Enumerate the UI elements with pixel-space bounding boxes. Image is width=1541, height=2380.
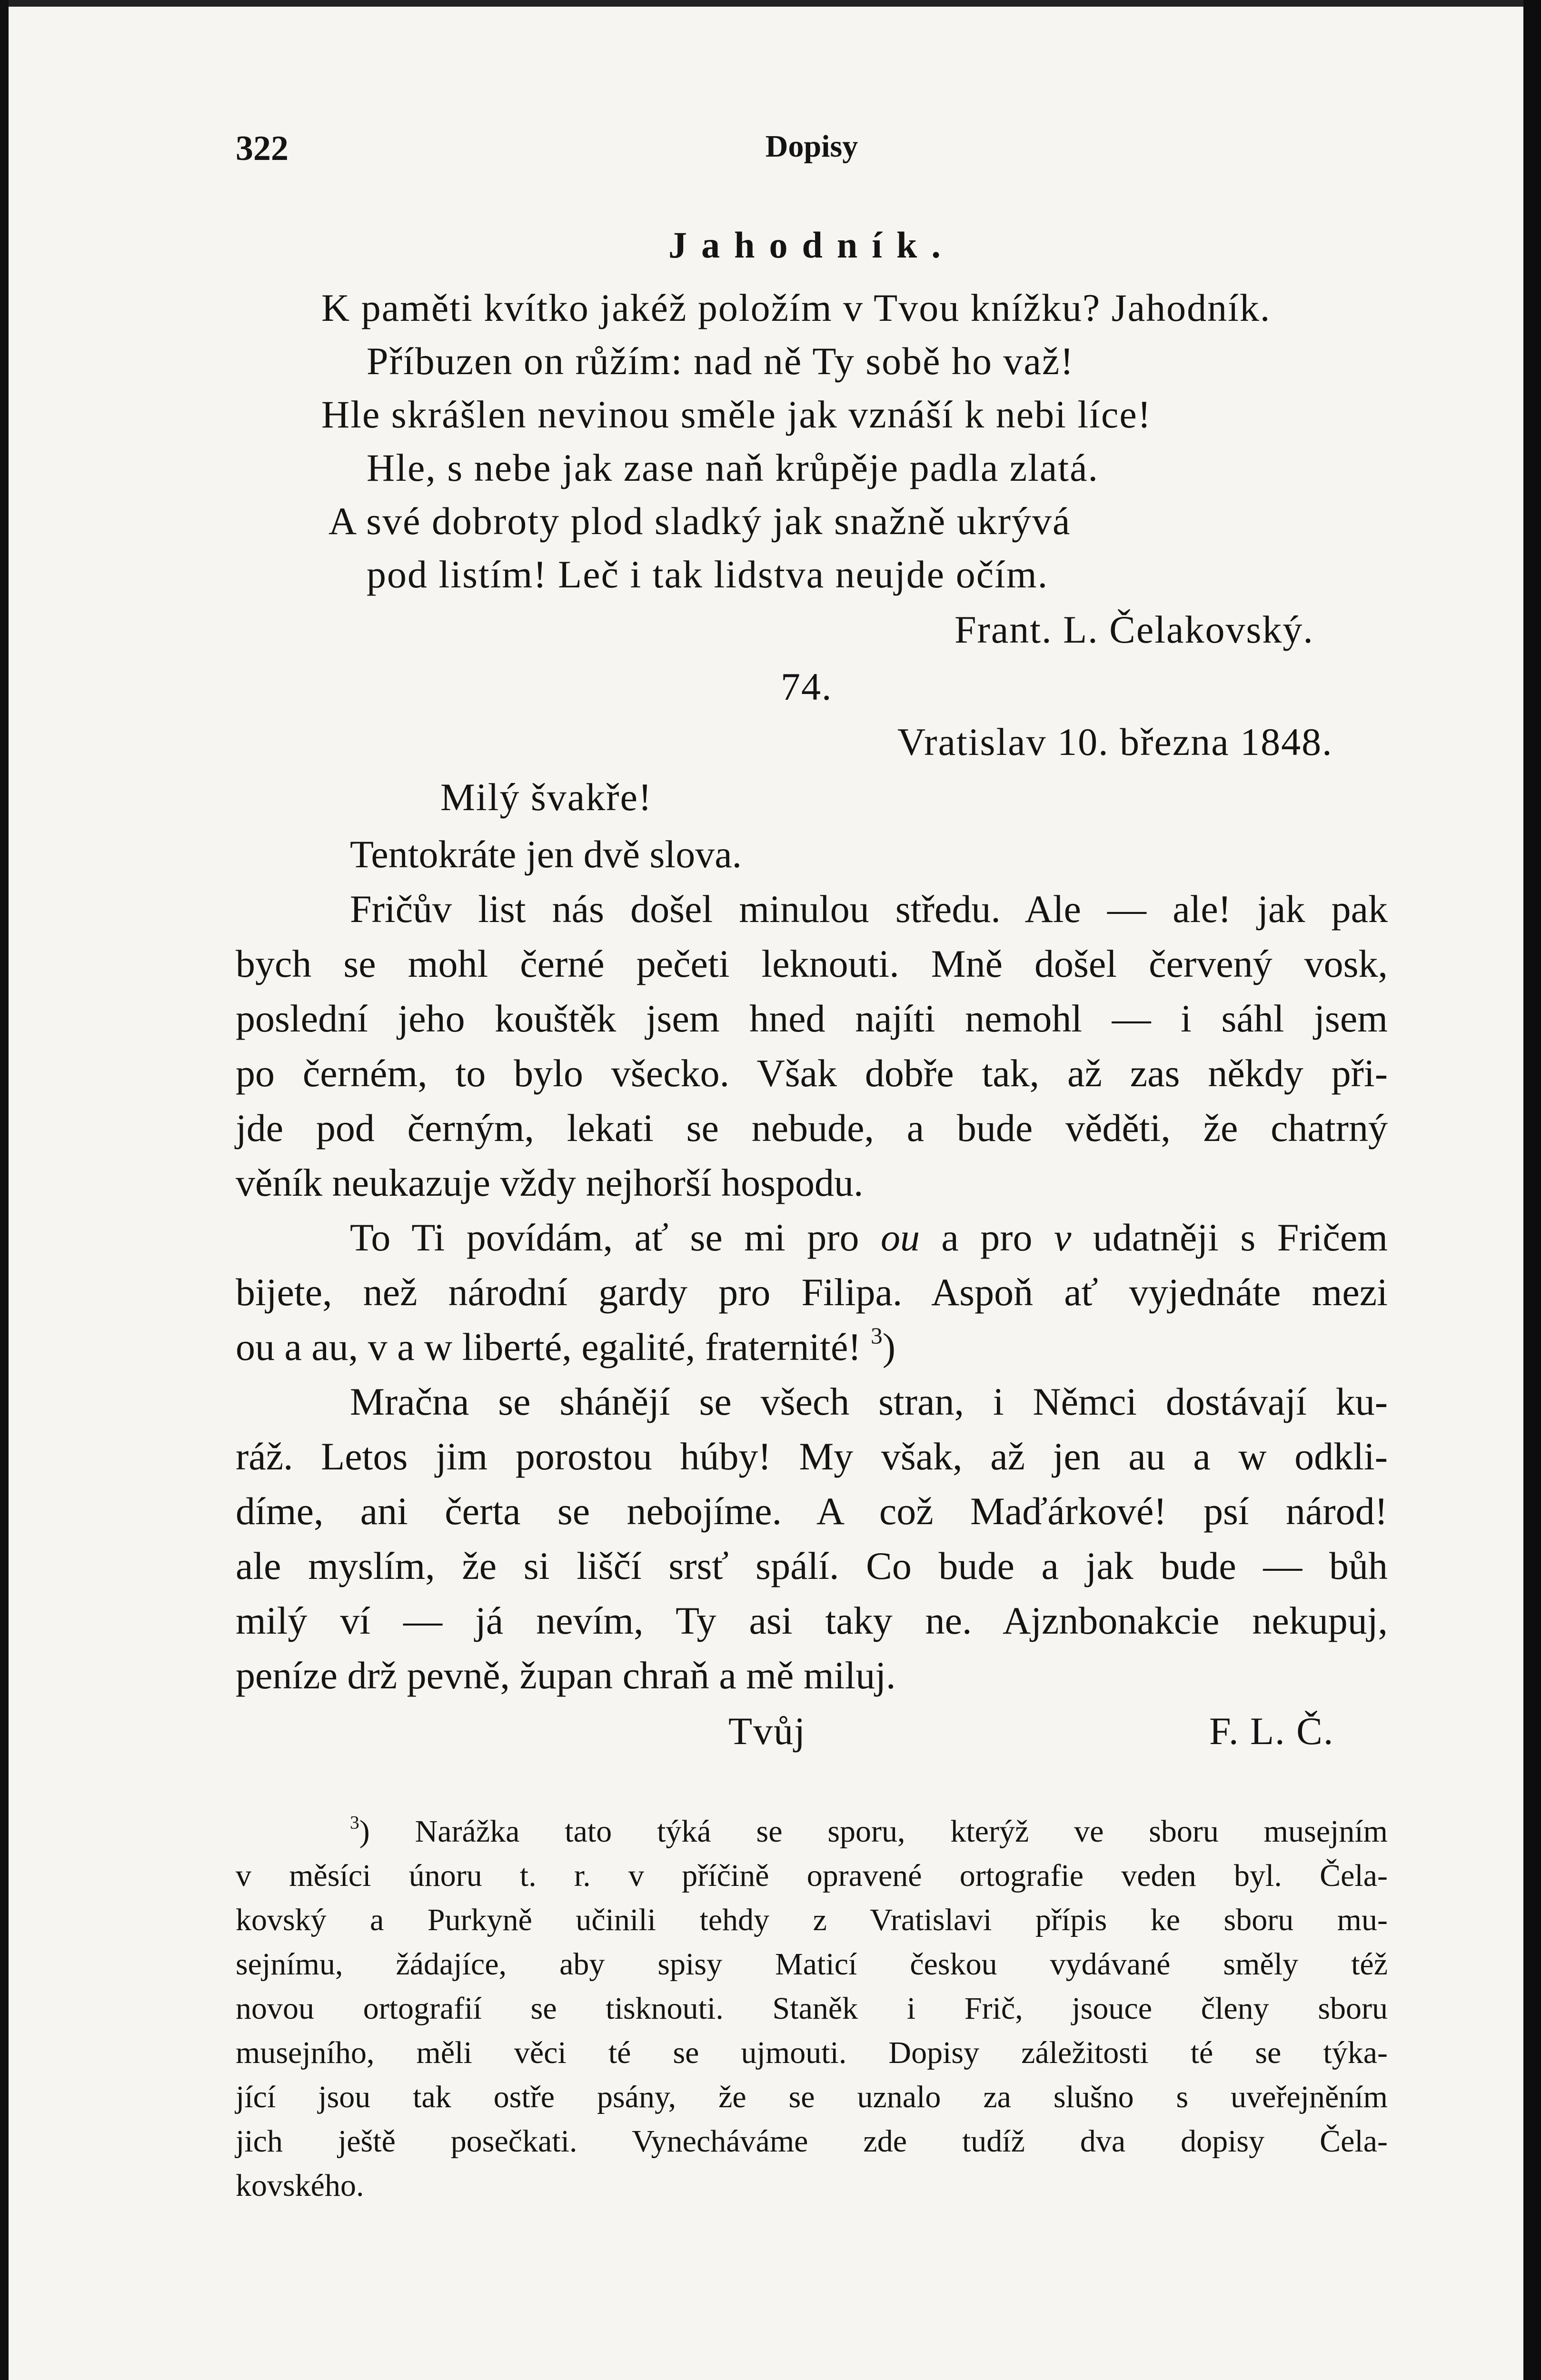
footnote-marker-paren: ) bbox=[359, 1814, 370, 1849]
letter-line: Fričův list nás došel minulou středu. Ale — ale! jak pak bbox=[350, 887, 1388, 931]
footnote-line: jící jsou tak ostře psány, že se uznalo za slušno s uveřejněním bbox=[236, 2080, 1388, 2114]
letter-line: věník neukazuje vždy nejhorší hospodu. bbox=[236, 1161, 864, 1204]
letter-line: milý ví — já nevím, Ty asi taky ne. Ajznbonakcie nekupuj, bbox=[236, 1599, 1388, 1642]
poem-line: pod listím! Leč i tak lidstva neujde očím. bbox=[367, 553, 1049, 596]
letter-line: poslední jeho kouštěk jsem hned najíti nemohl — i sáhl jsem bbox=[236, 997, 1388, 1040]
scan-edge-left bbox=[0, 0, 9, 2380]
footnote-line: jich ještě posečkati. Vynecháváme zde tudíž dva dopisy Čela- bbox=[236, 2124, 1388, 2159]
letter-line: díme, ani čerta se nebojíme. A což Maďárkové! psí národ! bbox=[236, 1489, 1388, 1533]
letter-line: Mračna se shánějí se všech stran, i Němci dostávají ku- bbox=[350, 1380, 1388, 1423]
letter-line: Tentokráte jen dvě slova. bbox=[350, 833, 742, 876]
footnote-line bbox=[350, 1809, 1388, 1854]
text-run: To Ti povídám, ať se mi pro bbox=[350, 1216, 881, 1259]
footnote-line: v měsíci únoru t. r. v příčině opravené ortografie veden byl. Čela- bbox=[236, 1858, 1388, 1893]
footnote-line: kovský a Purkyně učinili tehdy z Vratislavi přípis ke sboru mu- bbox=[236, 1903, 1388, 1937]
poem-line: Hle, s nebe jak zase naň krůpěje padla zlatá. bbox=[367, 446, 1099, 489]
poem-line: K paměti kvítko jakéž položím v Tvou knížku? Jahodník. bbox=[321, 286, 1271, 329]
page-number: 322 bbox=[236, 129, 288, 168]
letter-line bbox=[236, 1321, 1388, 1373]
letter-closing: Tvůj bbox=[728, 1709, 806, 1753]
poem-author: Frant. L. Čelakovský. bbox=[954, 608, 1314, 651]
page-header bbox=[236, 129, 1388, 181]
footnote-line: musejního, měli věci té se ujmouti. Dopisy záležitosti té se týka- bbox=[236, 2035, 1388, 2070]
letter-number: 74. bbox=[781, 665, 833, 708]
running-title: Dopisy bbox=[765, 129, 858, 164]
poem-line: Příbuzen on růžím: nad ně Ty sobě ho važ! bbox=[367, 339, 1074, 383]
text-run: udatněji s Fričem bbox=[1071, 1216, 1388, 1259]
letter-salutation: Milý švakře! bbox=[440, 775, 653, 819]
text-run: ou a au, v a w liberté, egalité, fraternité! bbox=[236, 1325, 861, 1368]
poem-line: A své dobroty plod sladký jak snažně ukrývá bbox=[328, 499, 1071, 543]
footnote-line: sejnímu, žádajíce, aby spisy Maticí českou vydávané směly též bbox=[236, 1947, 1388, 1982]
letter-line: po černém, to bylo všecko. Však dobře tak, až zas někdy při- bbox=[236, 1051, 1388, 1095]
scan-edge-right bbox=[1523, 0, 1541, 2380]
footnote-line: novou ortografií se tisknouti. Staněk i Frič, jsouce členy sboru bbox=[236, 1991, 1388, 2026]
letter-line: ráž. Letos jim porostou húby! My však, až jen au a w odkli- bbox=[236, 1435, 1388, 1478]
poem-line: Hle skrášlen nevinou směle jak vznáší k nebi líce! bbox=[321, 393, 1152, 436]
footnote-ref: 3 bbox=[871, 1322, 883, 1349]
letter-signature: F. L. Č. bbox=[1209, 1709, 1334, 1753]
letter-line: peníze drž pevně, župan chraň a mě miluj. bbox=[236, 1654, 896, 1697]
text-run: a pro bbox=[919, 1216, 1054, 1259]
letter-line: bych se mohl černé pečeti leknouti. Mně došel červený vosk, bbox=[236, 942, 1388, 985]
letter-line: jde pod černým, lekati se nebude, a bude věděti, že chatrný bbox=[236, 1106, 1388, 1150]
text-run-italic: ou bbox=[880, 1216, 920, 1259]
letter-line: ale myslím, že si liščí srsť spálí. Co bude a jak bude — bůh bbox=[236, 1544, 1388, 1587]
scan-edge-top bbox=[0, 0, 1541, 7]
letter-line: bijete, než národní gardy pro Filipa. Aspoň ať vyjednáte mezi bbox=[236, 1270, 1388, 1314]
footnote-ref-paren: ) bbox=[882, 1325, 896, 1368]
letter-line bbox=[350, 1211, 1388, 1264]
text-run: Narážka tato týká se sporu, kterýž ve sboru musejním bbox=[415, 1814, 1388, 1849]
footnote-line: kovského. bbox=[236, 2168, 364, 2203]
footnote-marker: 3 bbox=[350, 1812, 359, 1833]
text-run-italic: v bbox=[1054, 1216, 1072, 1259]
poem-title: Jahodník. bbox=[668, 224, 955, 266]
letter-date: Vratislav 10. března 1848. bbox=[897, 720, 1333, 764]
